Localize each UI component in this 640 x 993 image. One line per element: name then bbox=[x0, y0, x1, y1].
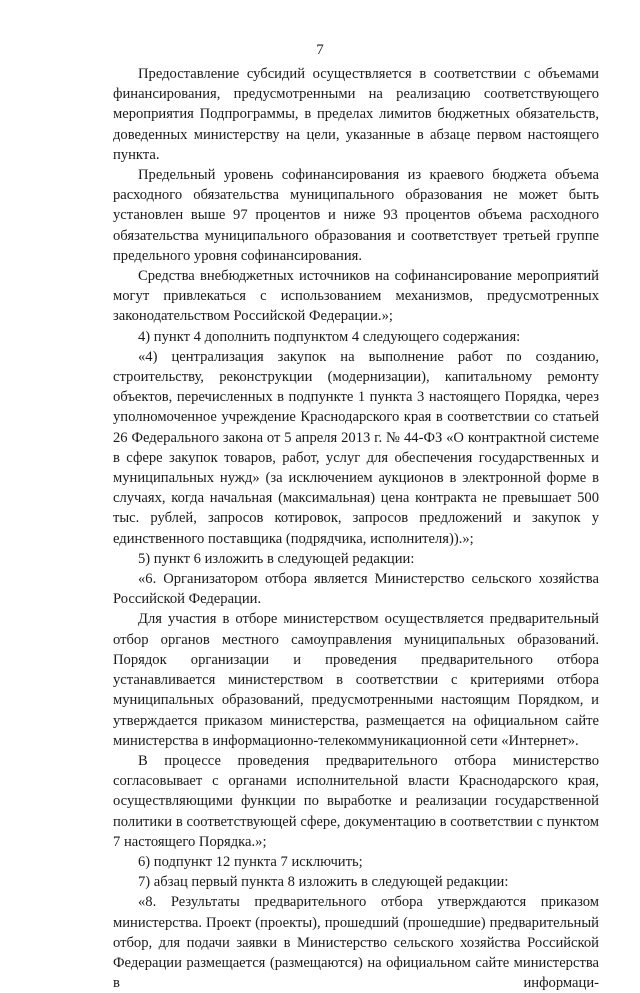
paragraph-amendment-7: 7) абзац первый пункта 8 изложить в следующей редакции: bbox=[138, 874, 509, 891]
paragraph-selection-organizer: «6. Организатором отбора является Министерство сельского хозяйства Российской Федерации. bbox=[113, 571, 599, 608]
paragraph-subsidy-provision: Предоставление субсидий осуществляется в соответствии с объемами финансирования, предусмотренными на реализацию соответствующего мероприятия Подпрограммы, в пределах лимитов бюджетных обязательств, доведенных министерству на цели, указанные в абзаце первом настоящего пункта. bbox=[113, 66, 599, 163]
page-number: 7 bbox=[316, 42, 324, 58]
paragraph-cofinancing-level: Предельный уровень софинансирования из краевого бюджета объема расходного обязательства муниципального образования не может быть установлен выше 97 процентов и ниже 93 процентов объема расходного обязательства муниципального образования и соответствует третьей группе предельного уровня софинансирования. bbox=[113, 167, 599, 264]
paragraph-amendment-6: 6) подпункт 12 пункта 7 исключить; bbox=[138, 853, 363, 870]
document-body bbox=[113, 64, 599, 993]
paragraph-selection-results: «8. Результаты предварительного отбора утверждаются приказом министерства. Проект (проекты), прошедший (прошедшие) предварительный отбор, для подачи заявки в Министерство сельского хозяйства Российской Федерации размещается (размещаются) на официальном сайте министерства в информаци- bbox=[113, 894, 599, 992]
paragraph-centralization-of-procurement: «4) централизация закупок на выполнение работ по созданию, строительству, реконструкции (модернизации), капитальному ремонту объектов, перечисленных в подпункте 1 пункта 3 настоящего Порядка, через уполномоченное учреждение Краснодарского края в соответствии со статьей 26 Федерального закона от 5 апреля 2013 г. № 44-ФЗ «О контрактной системе в сфере закупок товаров, работ, услуг для обеспечения государственных и муниципальных нужд» (за исключением аукционов в электронной форме в случаях, когда начальная (максимальная) цена контракта не превышает 500 тыс. рублей, запросов котировок, запросов предложений и закупок у единственного поставщика (подрядчика, исполнителя)).»; bbox=[113, 348, 599, 547]
paragraph-preliminary-selection: Для участия в отборе министерством осуществляется предварительный отбор органов местного самоуправления муниципальных образований. Порядок организации и проведения предварительного отбора устанавливается министерством в соответствии с критериями отбора муниципальных образований, предусмотренными настоящим Порядком, и утверждается приказом министерства, размещается на официальном сайте министерства в информационно-телекоммуникационной сети «Интернет». bbox=[113, 611, 599, 749]
paragraph-coordination: В процессе проведения предварительного отбора министерство согласовывает с органами исполнительной власти Краснодарского края, осуществляющими функции по выработке и реализации государственной политики в соответствующей сфере, документацию в соответствии с пунктом 7 настоящего Порядка.»; bbox=[113, 752, 599, 850]
paragraph-amendment-4: 4) пункт 4 дополнить подпунктом 4 следующего содержания: bbox=[138, 328, 521, 345]
paragraph-extrabudgetary-sources: Средства внебюджетных источников на софинансирование мероприятий могут привлекаться с использованием механизмов, предусмотренных законодательством Российской Федерации.»; bbox=[113, 268, 599, 325]
paragraph-amendment-5: 5) пункт 6 изложить в следующей редакции: bbox=[138, 550, 415, 567]
